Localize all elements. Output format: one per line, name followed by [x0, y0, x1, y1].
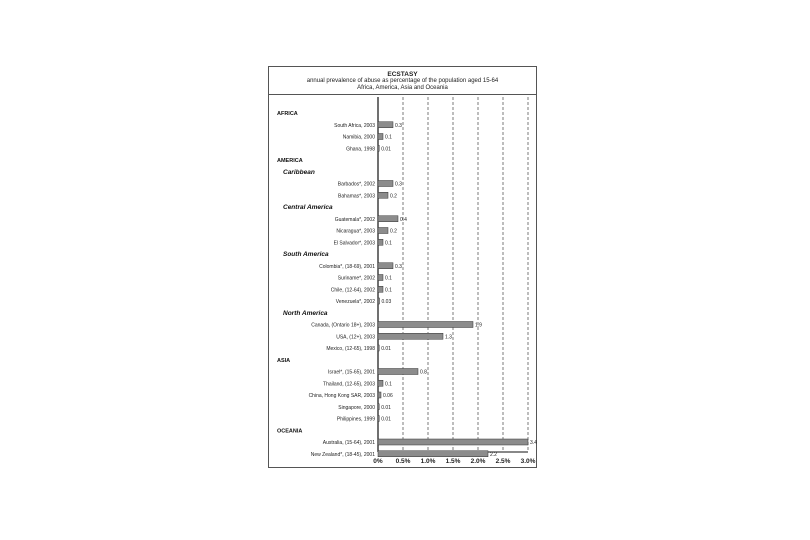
data-label: 0.01 — [381, 146, 391, 153]
bar — [378, 416, 379, 422]
x-tick-label: 2.0% — [470, 458, 486, 465]
bar — [378, 380, 383, 386]
data-label: 0.2 — [390, 193, 397, 200]
x-tick-label: 3.0% — [520, 458, 536, 465]
x-tick-label: 1.5% — [445, 458, 461, 465]
x-tick-label: 2.5% — [495, 458, 511, 465]
subregion-label: Central America — [283, 204, 333, 211]
bar — [378, 228, 388, 234]
chart-subtitle: annual prevalence of abuse as percentage of the population aged 15-64 — [306, 78, 499, 84]
bar-chart — [269, 67, 536, 467]
data-label: 0.3 — [395, 181, 402, 188]
bar — [378, 134, 383, 140]
subregion-label: South America — [283, 251, 329, 258]
bar — [378, 145, 379, 151]
region-label: ASIA — [277, 357, 291, 364]
bar — [378, 263, 393, 269]
region-label: AFRICA — [277, 111, 298, 117]
category-label: Mexico, (12-65), 1998 — [326, 346, 375, 352]
category-label: Israel*, (15-65), 2001 — [328, 369, 375, 376]
data-label: 0.1 — [385, 134, 392, 141]
data-label: 0.2 — [390, 228, 397, 235]
data-label: 0.01 — [381, 416, 391, 423]
bar — [378, 298, 380, 304]
bar — [378, 345, 379, 351]
bar — [378, 322, 473, 328]
category-label: Guatemala*, 2002 — [334, 216, 375, 223]
data-label: 1.3 — [445, 334, 452, 341]
category-label: Philippines, 1999 — [336, 416, 375, 423]
bar — [378, 239, 383, 245]
bar — [378, 216, 398, 222]
data-label: 1.9 — [475, 322, 482, 329]
region-label: OCEANIA — [277, 428, 303, 435]
category-label: Singapore, 2000 — [338, 404, 375, 411]
category-label: Bahamas*, 2003 — [338, 193, 375, 200]
bar — [378, 181, 393, 187]
bar — [378, 286, 383, 292]
data-label: 0.1 — [385, 287, 392, 294]
data-label: 0.8 — [420, 369, 427, 376]
category-label: Namibia, 2000 — [342, 134, 375, 141]
data-label: 3.4 — [530, 440, 537, 446]
x-tick-label: 0.5% — [395, 458, 411, 465]
category-label: Ghana, 1998 — [346, 146, 375, 153]
data-label: 2.2 — [490, 451, 497, 458]
data-label: 0.3 — [395, 122, 402, 129]
category-label: Australia, (15-64), 2001 — [322, 440, 375, 446]
data-label: 0.03 — [381, 299, 392, 305]
subregion-label: Caribbean — [283, 168, 315, 176]
x-tick-label: 0% — [373, 458, 383, 465]
data-label: 0.01 — [381, 346, 391, 352]
bar — [378, 275, 383, 281]
chart-title: ECSTASY — [387, 71, 418, 78]
category-label: Chile, (12-64), 2002 — [330, 287, 375, 294]
chart-figure — [268, 66, 537, 468]
category-label: Nicaragua*, 2003 — [336, 228, 375, 235]
category-label: China, Hong Kong SAR, 2003 — [308, 393, 375, 399]
category-label: Colombia*, (18-69), 2001 — [319, 263, 375, 270]
data-label: 0.3 — [395, 263, 402, 270]
bar — [378, 369, 418, 375]
data-label: 0.1 — [385, 240, 392, 247]
region-label: AMERICA — [277, 158, 303, 164]
bar — [378, 404, 379, 410]
category-label: Thailand, (12-65), 2003 — [323, 381, 375, 388]
bar — [378, 392, 381, 398]
category-label: Barbados*, 2002 — [337, 181, 375, 188]
data-label: 0.01 — [381, 404, 391, 411]
category-label: New Zealand*, (18-45), 2001 — [310, 451, 375, 458]
subregion-label: North America — [283, 309, 328, 317]
category-label: South Africa, 2003 — [334, 122, 375, 129]
category-label: USA, (12+), 2003 — [336, 334, 375, 341]
x-tick-label: 1.0% — [420, 458, 436, 465]
bar — [378, 192, 388, 198]
bar — [378, 333, 443, 339]
bar — [378, 451, 488, 457]
data-label: 0.1 — [385, 275, 392, 282]
category-label: Venezuela*, 2002 — [335, 299, 375, 305]
category-label: Suriname*, 2002 — [337, 275, 375, 282]
data-label: 0.1 — [385, 381, 392, 388]
bar — [378, 439, 528, 445]
chart-region-subtitle: Africa, America, Asia and Oceania — [357, 85, 448, 91]
category-label: El Salvador*, 2003 — [333, 240, 375, 247]
bar — [378, 122, 393, 128]
data-label: 0.4 — [400, 216, 407, 223]
data-label: 0.06 — [383, 393, 393, 399]
category-label: Canada, (Ontario 18+), 2003 — [311, 322, 375, 329]
